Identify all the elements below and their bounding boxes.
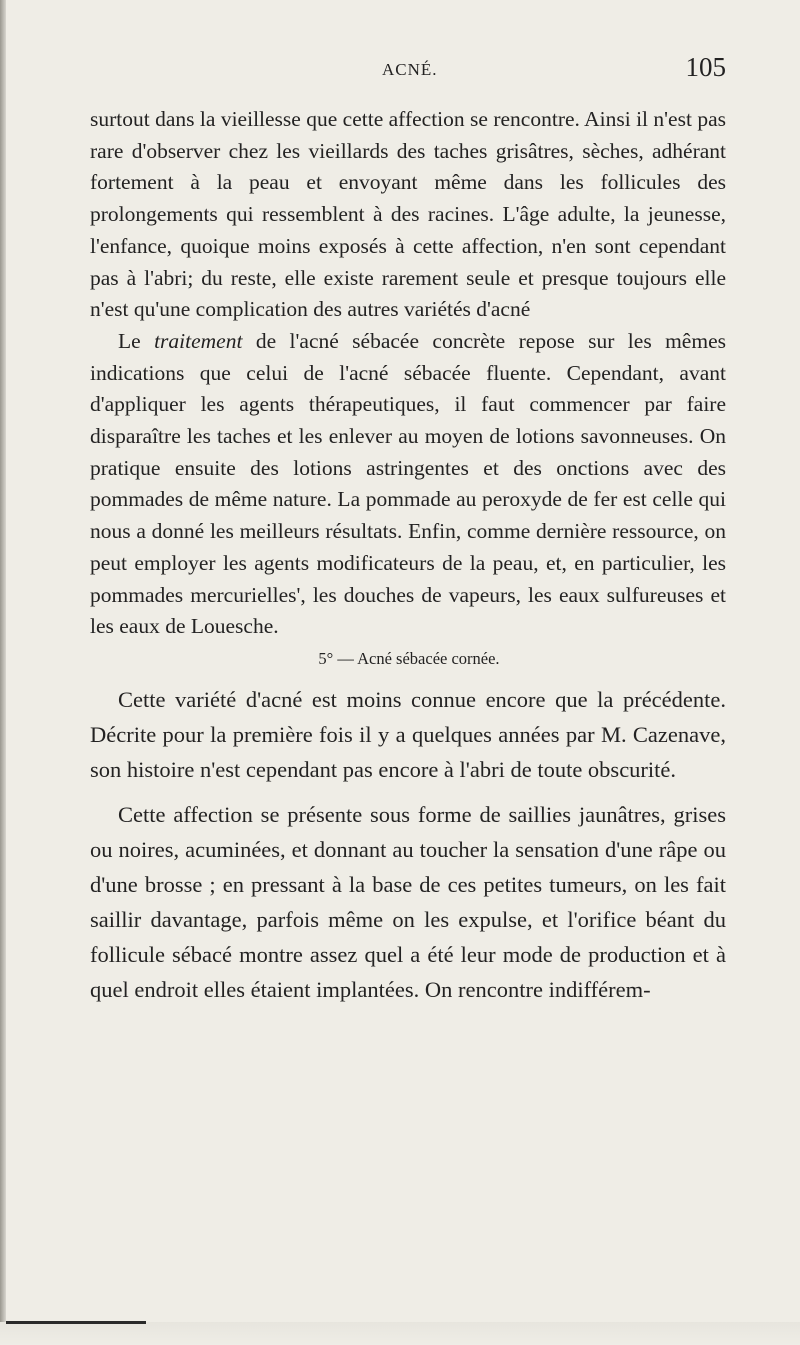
running-head: ACNÉ. xyxy=(382,60,438,79)
page-number: 105 xyxy=(685,52,726,82)
paragraph-2-lead: Le xyxy=(118,328,155,353)
paragraph-2 xyxy=(90,326,726,643)
paragraph-2-rest: de l'acné sébacée concrète repose sur les mêmes indications que celui de l'acné sébacée fluente. Cependant, avant d'appliquer les agents thérapeutiques, il faut commencer par faire disparaître les taches et les enlever au moyen de lotions savonneuses. On pratique ensuite des lotions astringentes et des onctions avec des pommades de même nature. La pommade au peroxyde de fer est celle qui nous a donné les meilleurs résultats. Enfin, comme dernière ressource, on peut employer les agents modificateurs de la peau, et, en particulier, les pommades mercurielles', les douches de vapeurs, les eaux sulfureuses et les eaux de Louesche. xyxy=(90,328,726,639)
paragraph-4: Cette affection se présente sous forme de saillies jaunâtres, grises ou noires, acuminées, et donnant au toucher la sensation d'une râpe ou d'une brosse ; en pressant à la base de ces petites tumeurs, on les fait saillir davantage, parfois même on les expulse, et l'orifice béant du follicule sébacé montre assez quel a été leur mode de production et à quel endroit elles étaient implantées. On rencontre indifférem- xyxy=(90,801,726,1002)
section-heading: 5° — Acné sébacée cornée. xyxy=(318,648,500,668)
page-header xyxy=(90,52,726,90)
paragraph-1: surtout dans la vieillesse que cette affection se rencontre. Ainsi il n'est pas rare d'observer chez les vieillards des taches grisâtres, sèches, adhérant fortement à la peau et envoyant même dans les follicules des prolongements qui ressemblent à des racines. L'âge adulte, la jeunesse, l'enfance, quoique moins exposés à cette affection, n'en sont cependant pas à l'abri; du reste, elle existe rarement seule et presque toujours elle n'est qu'une complication des autres variétés d'acné xyxy=(90,107,726,322)
paragraph-3: Cette variété d'acné est moins connue encore que la précédente. Décrite pour la première fois il y a quelques années par M. Cazenave, son histoire n'est cependant pas encore à l'abri de toute obscurité. xyxy=(90,686,726,782)
body-text xyxy=(90,104,726,1007)
page-bottom-mark xyxy=(6,1321,146,1324)
page-binding-edge xyxy=(0,0,6,1345)
paragraph-2-italic: traitement xyxy=(154,328,243,353)
page-bottom-edge xyxy=(0,1322,800,1345)
